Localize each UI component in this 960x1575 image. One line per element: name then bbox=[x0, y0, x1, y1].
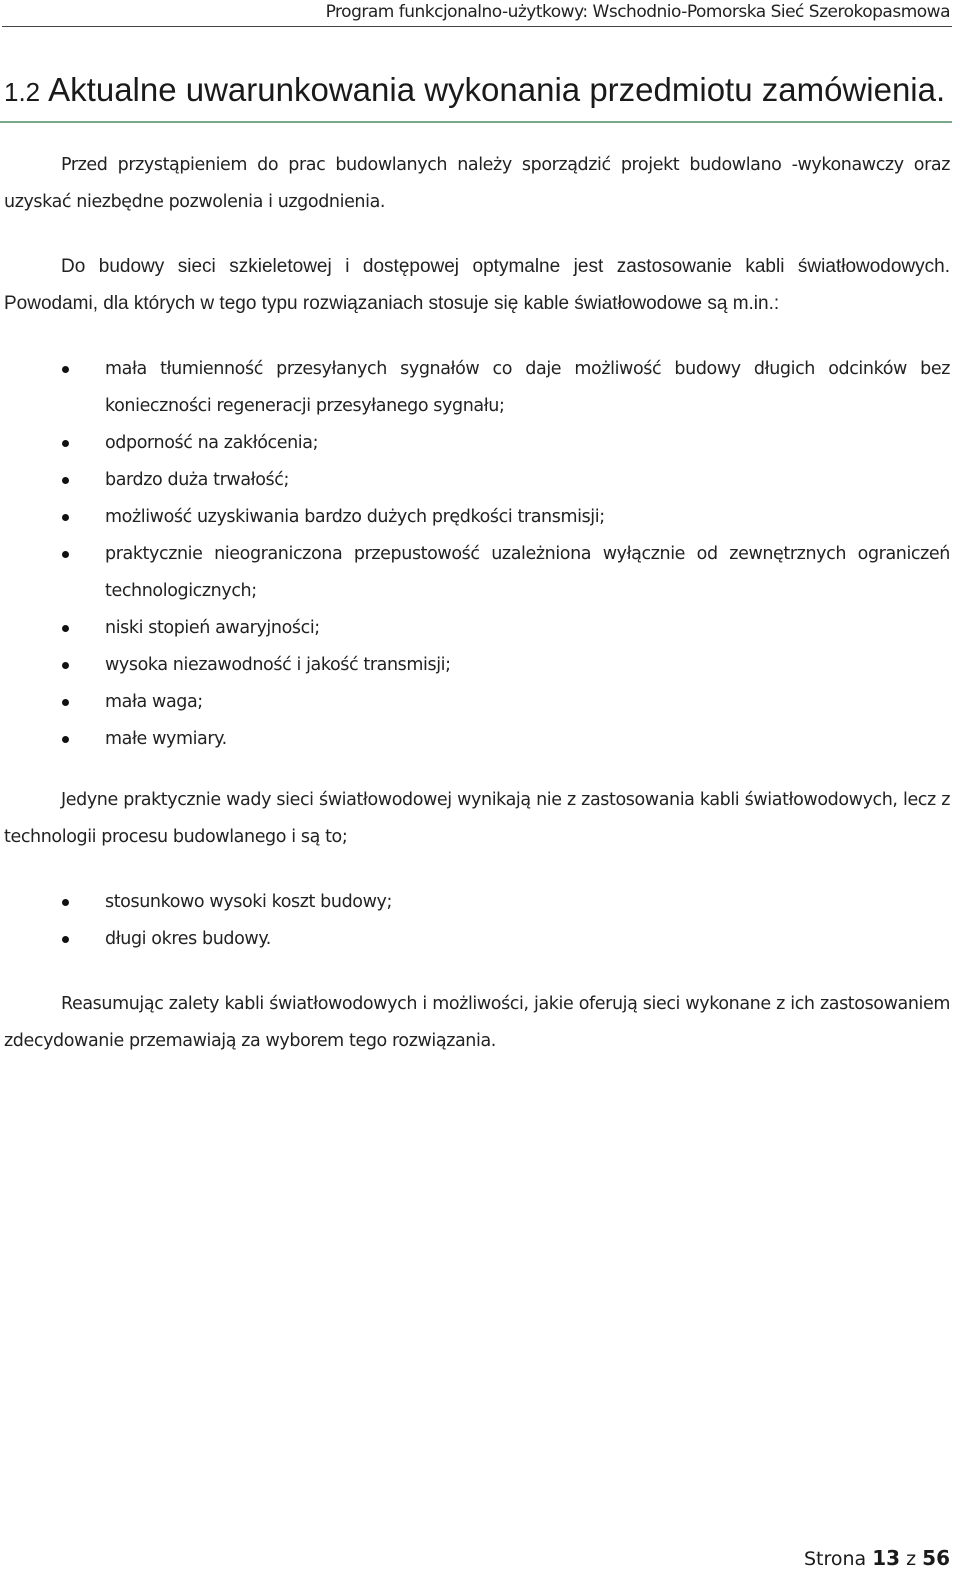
list-item-text: bardzo duża trwałość; bbox=[105, 470, 289, 490]
paragraph-summary bbox=[4, 986, 950, 1060]
bullet-icon bbox=[62, 477, 69, 484]
bullet-icon bbox=[62, 662, 69, 669]
header-divider bbox=[2, 26, 952, 27]
paragraph-reasons-text: Do budowy sieci szkieletowej i dostępowej optymalne jest zastosowanie kabli światłowodowych. Powodami, dla których w tego typu rozwiązaniach stosuje się kable światłowodowe są m.in.: bbox=[4, 256, 950, 314]
section-title-text: Aktualne uwarunkowania wykonania przedmiotu zamówienia. bbox=[48, 71, 946, 108]
paragraph-intro-text: Przed przystąpieniem do prac budowlanych należy sporządzić projekt budowlano -wykonawczy oraz uzyskać niezbędne pozwolenia i uzgodnienia. bbox=[4, 155, 950, 212]
list-item-text: mała waga; bbox=[105, 692, 203, 712]
list-item bbox=[0, 536, 952, 610]
list-item-text: niski stopień awaryjności; bbox=[105, 618, 320, 638]
list-item-text: małe wymiary. bbox=[105, 729, 227, 749]
page-number bbox=[0, 1544, 950, 1573]
bullet-icon bbox=[62, 440, 69, 447]
list-item bbox=[0, 921, 952, 958]
bullet-icon bbox=[62, 936, 69, 943]
section-heading bbox=[4, 70, 954, 112]
bullet-icon bbox=[62, 514, 69, 521]
list-item bbox=[0, 684, 952, 721]
list-item bbox=[0, 884, 952, 921]
list-item bbox=[0, 425, 952, 462]
list-item-text: wysoka niezawodność i jakość transmisji; bbox=[105, 655, 451, 675]
paragraph-summary-text: Reasumując zalety kabli światłowodowych i możliwości, jakie oferują sieci wykonane z ich zastosowaniem zdecydowanie przemawiają za wyborem tego rozwiązania. bbox=[4, 994, 950, 1051]
list-item bbox=[0, 351, 952, 425]
section-number: 1.2 bbox=[4, 77, 41, 107]
heading-underline bbox=[0, 121, 952, 123]
bullet-icon bbox=[62, 736, 69, 743]
paragraph-reasons bbox=[4, 248, 950, 322]
current-page: 13 bbox=[872, 1546, 901, 1570]
bullet-icon bbox=[62, 699, 69, 706]
bullet-icon bbox=[62, 625, 69, 632]
list-item-text: odporność na zakłócenia; bbox=[105, 433, 319, 453]
disadvantages-list bbox=[0, 884, 952, 958]
page-label: Strona bbox=[803, 1548, 867, 1570]
bullet-icon bbox=[62, 899, 69, 906]
list-item bbox=[0, 499, 952, 536]
total-pages: 56 bbox=[922, 1546, 950, 1570]
paragraph-disadvantages bbox=[4, 782, 950, 856]
bullet-icon bbox=[62, 366, 69, 373]
advantages-list bbox=[0, 351, 952, 758]
list-item-text: długi okres budowy. bbox=[105, 929, 271, 949]
list-item bbox=[0, 610, 952, 647]
list-item-text: możliwość uzyskiwania bardzo dużych prędkości transmisji; bbox=[105, 507, 605, 527]
bullet-icon bbox=[62, 551, 69, 558]
list-item-text: praktycznie nieograniczona przepustowość uzależniona wyłącznie od zewnętrznych ograniczeń technologicznych; bbox=[105, 544, 950, 601]
list-item bbox=[0, 721, 952, 758]
running-header: Program funkcjonalno-użytkowy: Wschodnio-Pomorska Sieć Szerokopasmowa bbox=[325, 2, 950, 22]
page-separator: z bbox=[906, 1548, 917, 1570]
paragraph-disadvantages-text: Jedyne praktycznie wady sieci światłowodowej wynikają nie z zastosowania kabli światłowodowych, lecz z technologii procesu budowlanego i są to; bbox=[4, 790, 950, 847]
paragraph-intro bbox=[4, 147, 950, 221]
list-item bbox=[0, 462, 952, 499]
list-item bbox=[0, 647, 952, 684]
list-item-text: mała tłumienność przesyłanych sygnałów co daje możliwość budowy długich odcinków bez konieczności regeneracji przesyłanego sygnału; bbox=[105, 359, 950, 416]
list-item-text: stosunkowo wysoki koszt budowy; bbox=[105, 892, 392, 912]
